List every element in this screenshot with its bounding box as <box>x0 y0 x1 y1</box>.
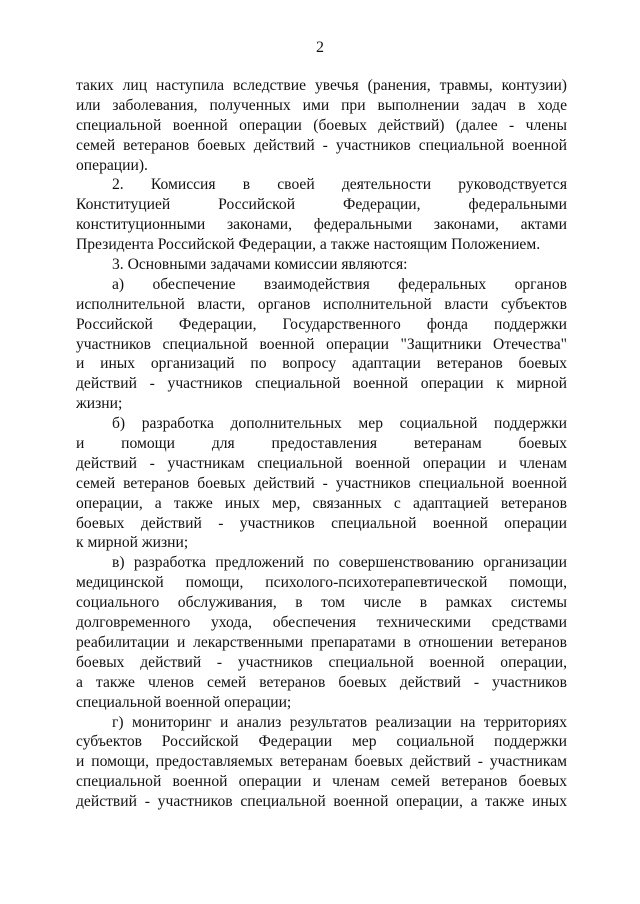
text-line: операции). <box>76 156 148 174</box>
text-line: и помощи, предоставляемых ветеранам боевых действий - участникам <box>76 753 567 771</box>
text-line: а также членов семей ветеранов боевых действий - участников <box>76 673 567 691</box>
text-line: или заболевания, полученных ими при выполнении задач в ходе <box>76 96 567 114</box>
text-line: операции, а также иных мер, связанных с адаптацией ветеранов <box>76 494 567 512</box>
text-line: и иных организаций по вопросу адаптации ветеранов боевых <box>76 355 567 373</box>
text-line: медицинской помощи, психолого-психотерапевтической помощи, <box>76 574 567 592</box>
text-line: г) мониторинг и анализ результатов реализации на территориях <box>112 713 567 731</box>
text-line: специальной военной операции; <box>76 693 292 711</box>
text-line: семей ветеранов боевых действий - участников специальной военной <box>76 136 567 154</box>
text-line: боевых действий - участников специальной военной операции <box>76 514 567 532</box>
text-line: Конституцией Российской Федерации, федеральными <box>76 196 567 214</box>
text-line: конституционными законами, федеральными законами, актами <box>76 216 567 234</box>
text-line: реабилитации и лекарственными препаратами в отношении ветеранов <box>76 633 567 651</box>
document-body <box>76 76 567 812</box>
text-line: исполнительной власти, органов исполнительной власти субъектов <box>76 295 567 313</box>
text-line: 2. Комиссия в своей деятельности руководствуется <box>112 176 567 194</box>
text-line: семей ветеранов боевых действий - участников специальной военной <box>76 474 567 492</box>
text-line: боевых действий - участников специальной военной операции, <box>76 653 567 671</box>
text-line: таких лиц наступила вследствие увечья (ранения, травмы, контузии) <box>76 77 567 94</box>
text-line: Президента Российской Федерации, а также настоящим Положением. <box>76 236 541 254</box>
text-line: Российской Федерации, Государственного фонда поддержки <box>76 315 567 333</box>
text-line: 3. Основными задачами комиссии являются: <box>112 256 408 274</box>
text-line: действий - участников специальной военной операции к мирной <box>76 375 567 393</box>
text-line: в) разработка предложений по совершенствованию организации <box>112 554 567 572</box>
text-line: действий - участникам специальной военной операции и членам <box>76 454 567 472</box>
text-line: к мирной жизни; <box>76 534 189 552</box>
text-line: субъектов Российской Федерации мер социальной поддержки <box>76 733 567 751</box>
text-line: и помощи для предоставления ветеранам боевых <box>76 435 567 453</box>
text-line: специальной военной операции (боевых действий) (далее - члены <box>76 116 567 134</box>
text-line: действий - участников специальной военной операции, а также иных <box>76 793 567 811</box>
text-line: жизни; <box>76 395 123 413</box>
text-line: а) обеспечение взаимодействия федеральных органов <box>112 275 567 293</box>
text-line: специальной военной операции и членам семей ветеранов боевых <box>76 773 567 791</box>
text-line: б) разработка дополнительных мер социальной поддержки <box>112 415 567 433</box>
text-line: участников специальной военной операции "Защитники Отечества" <box>76 335 567 353</box>
text-line: долговременного ухода, обеспечения техническими средствами <box>76 614 567 632</box>
text-line: социального обслуживания, в том числе в рамках системы <box>76 594 567 612</box>
page-number: 2 <box>316 39 324 56</box>
